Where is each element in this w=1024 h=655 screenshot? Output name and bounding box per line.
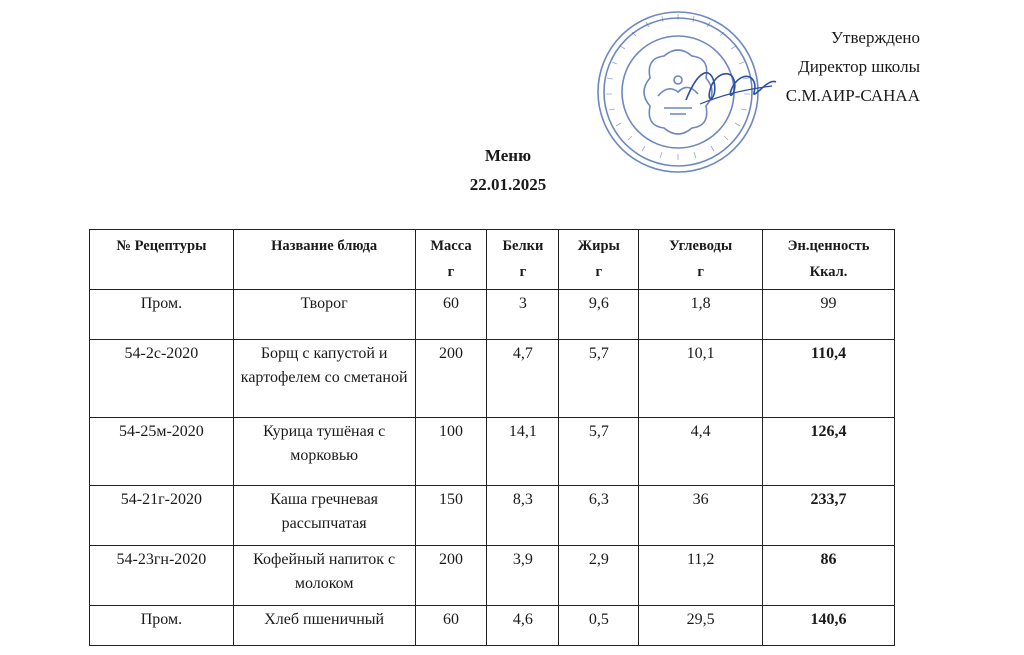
cell-carbs: 10,1 <box>639 340 763 418</box>
cell-name: Каша гречневая рассыпчатая <box>233 486 415 546</box>
cell-mass: 60 <box>415 290 487 340</box>
header-energy: Эн.ценность Ккал. <box>763 230 895 290</box>
cell-carbs: 4,4 <box>639 418 763 486</box>
cell-carbs: 11,2 <box>639 546 763 606</box>
cell-energy: 233,7 <box>763 486 895 546</box>
header-protein: Белки г <box>487 230 559 290</box>
cell-code: 54-25м-2020 <box>90 418 234 486</box>
menu-date <box>0 175 1024 195</box>
cell-mass: 150 <box>415 486 487 546</box>
table-row <box>90 486 895 546</box>
cell-protein: 3,9 <box>487 546 559 606</box>
menu-date-text: 22.01.2025 <box>469 175 547 194</box>
cell-protein: 8,3 <box>487 486 559 546</box>
cell-mass: 100 <box>415 418 487 486</box>
cell-fat: 5,7 <box>559 340 639 418</box>
table-row <box>90 546 895 606</box>
approval-block <box>786 23 920 110</box>
table-row <box>90 290 895 340</box>
cell-code: 54-23гн-2020 <box>90 546 234 606</box>
cell-fat: 0,5 <box>559 606 639 646</box>
cell-mass: 60 <box>415 606 487 646</box>
director-name: С.М.АИР-САНАА <box>785 86 920 105</box>
cell-code: Пром. <box>90 606 234 646</box>
cell-code: 54-21г-2020 <box>90 486 234 546</box>
cell-fat: 2,9 <box>559 546 639 606</box>
table-row <box>90 606 895 646</box>
table-row <box>90 418 895 486</box>
cell-carbs: 29,5 <box>639 606 763 646</box>
cell-fat: 6,3 <box>559 486 639 546</box>
cell-code: 54-2с-2020 <box>90 340 234 418</box>
cell-protein: 14,1 <box>487 418 559 486</box>
menu-title-text: Меню <box>484 146 532 165</box>
header-fat: Жиры г <box>559 230 639 290</box>
cell-name: Курица тушёная с морковью <box>233 418 415 486</box>
cell-energy: 140,6 <box>763 606 895 646</box>
cell-carbs: 1,8 <box>639 290 763 340</box>
cell-energy: 99 <box>763 290 895 340</box>
header-recipe-number: № Рецептуры <box>90 230 234 290</box>
cell-energy: 86 <box>763 546 895 606</box>
cell-mass: 200 <box>415 340 487 418</box>
cell-mass: 200 <box>415 546 487 606</box>
header-mass: Масса г <box>415 230 487 290</box>
header-carbs: Углеводы г <box>639 230 763 290</box>
header-dish-name: Название блюда <box>233 230 415 290</box>
cell-protein: 4,7 <box>487 340 559 418</box>
cell-name: Кофейный напиток с молоком <box>233 546 415 606</box>
cell-name: Творог <box>233 290 415 340</box>
table-header-row <box>90 230 895 290</box>
cell-energy: 126,4 <box>763 418 895 486</box>
cell-code: Пром. <box>90 290 234 340</box>
cell-protein: 4,6 <box>487 606 559 646</box>
director-title: Директор школы <box>798 57 920 76</box>
approved-label: Утверждено <box>831 28 920 47</box>
cell-name: Хлеб пшеничный <box>233 606 415 646</box>
director-signature <box>680 60 780 112</box>
menu-table <box>89 229 895 646</box>
cell-protein: 3 <box>487 290 559 340</box>
cell-name: Борщ с капустой и картофелем со сметаной <box>233 340 415 418</box>
cell-fat: 5,7 <box>559 418 639 486</box>
menu-title <box>0 146 1024 166</box>
cell-carbs: 36 <box>639 486 763 546</box>
cell-fat: 9,6 <box>559 290 639 340</box>
table-row <box>90 340 895 418</box>
cell-energy: 110,4 <box>763 340 895 418</box>
